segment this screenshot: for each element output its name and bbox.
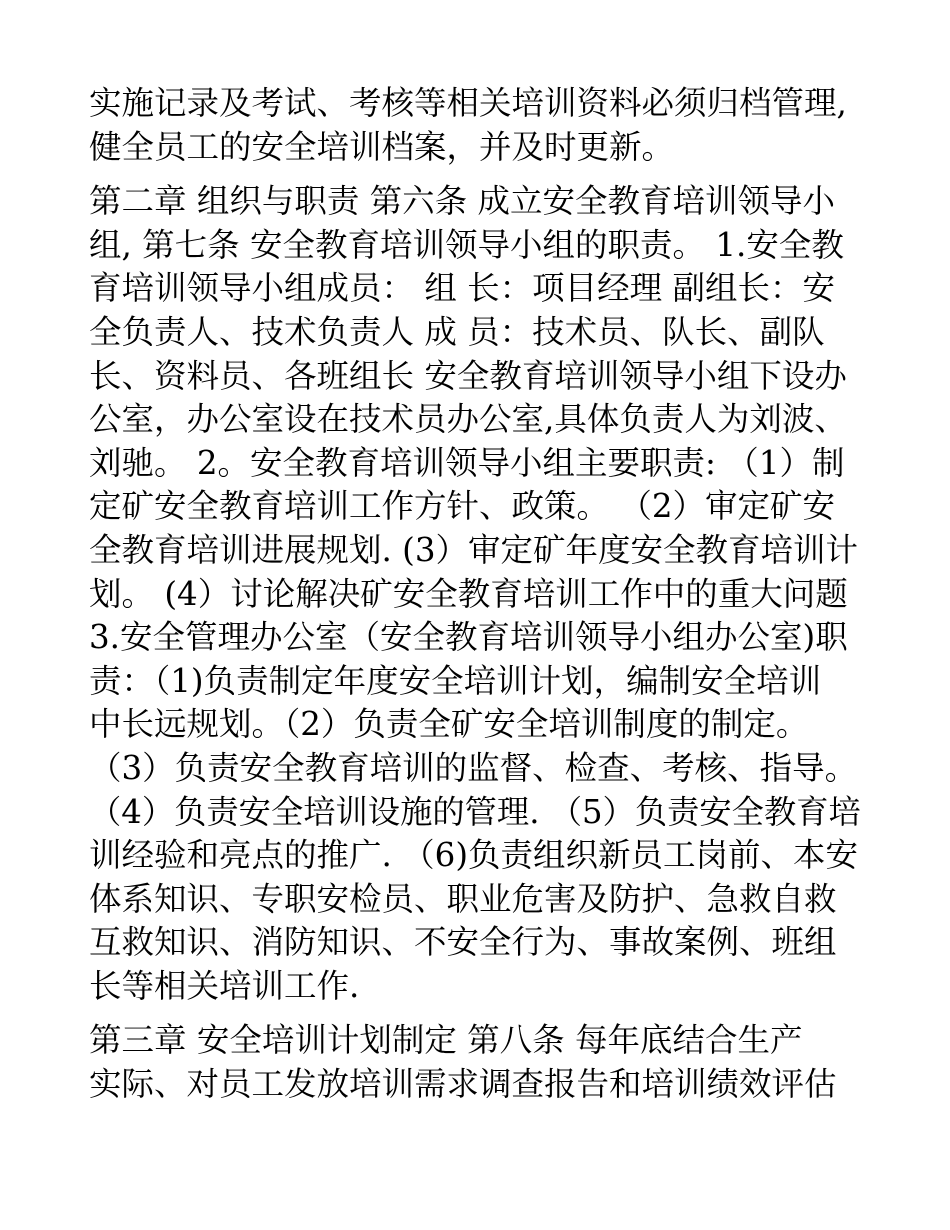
paragraph-chapter-three xyxy=(89,1019,861,1106)
text-line: （4）负责安全培训设施的管理. （5）负责安全教育培 xyxy=(89,792,861,831)
text-line: 划。 (4）讨论解决矿安全教育培训工作中的重大问题 xyxy=(89,574,848,613)
text-line: 定矿安全教育培训工作方针、政策。 （2）审定矿安 xyxy=(89,487,836,526)
paragraph-archive xyxy=(89,82,861,169)
text-line: 责：（1)负责制定年度安全培训计划，编制安全培训 xyxy=(89,661,822,700)
text-line: 健全员工的安全培训档案，并及时更新。 xyxy=(89,127,675,166)
text-line: 长、资料员、各班组长 安全教育培训领导小组下设办 xyxy=(89,356,847,395)
text-line: 长等相关培训工作. xyxy=(89,966,360,1005)
text-line: 3.安全管理办公室（安全教育培训领导小组办公室)职 xyxy=(89,618,848,657)
text-line: 体系知识、专职安检员、职业危害及防护、急救自救 xyxy=(89,879,837,918)
text-line: （3）负责安全教育培训的监督、检查、考核、指导。 xyxy=(89,748,858,787)
text-line: 育培训领导小组成员： 组 长：项目经理 副组长：安 xyxy=(89,269,835,308)
text-line: 第二章 组织与职责 第六条 成立安全教育培训领导小 xyxy=(89,182,835,221)
text-line: 组, 第七条 安全教育培训领导小组的职责。 1.安全教 xyxy=(89,225,844,264)
text-line: 公室，办公室设在技术员办公室,具体负责人为刘波、 xyxy=(89,400,847,439)
text-line: 中长远规划。（2）负责全矿安全培训制度的制定。 xyxy=(89,705,809,744)
text-line: 实际、对员工发放培训需求调查报告和培训绩效评估 xyxy=(89,1065,837,1104)
text-line: 全教育培训进展规划. (3）审定矿年度安全教育培训计 xyxy=(89,530,859,569)
text-line: 训经验和亮点的推广. （6)负责组织新员工岗前、本安 xyxy=(89,836,859,875)
document-page xyxy=(89,82,861,1107)
text-line: 刘驰。 2。安全教育培训领导小组主要职责: （1）制 xyxy=(89,443,845,482)
text-line: 第三章 安全培训计划制定 第八条 每年底结合生产 xyxy=(89,1021,803,1060)
text-line: 互救知识、消防知识、不安全行为、事故案例、班组 xyxy=(89,923,837,962)
paragraph-chapter-two xyxy=(89,180,861,1008)
text-line: 全负责人、技术负责人 成 员：技术员、队长、副队 xyxy=(89,312,825,351)
text-line: 实施记录及考试、考核等相关培训资料必须归档管理, xyxy=(89,84,847,122)
